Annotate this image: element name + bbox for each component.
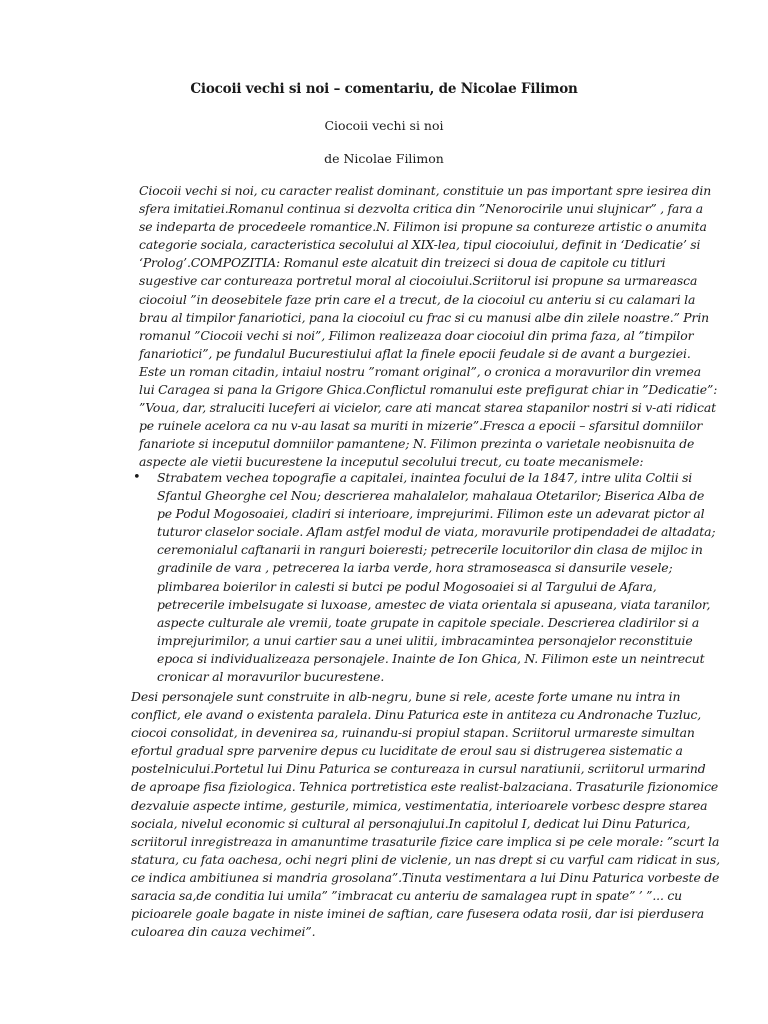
document-title: Ciocoii vechi si noi – comentariu, de Nicolae Filimon [190,81,578,97]
characters-paragraph: Desi personajele sunt construite in alb-negru, bune si rele, aceste forte umane nu intra in conflict, ele avand o existenta paralela. Dinu Paturica este in antiteza cu Andronache Tuzluc, ciocoi consolidat, in devenirea sa, ruinandu-si propiul stapan. Scriitorul urmareste simultan efortul gradual spre parvenire depus cu luciditate de eroul sau si distrugerea sistematic a postelnicului.Portetul lui Dinu Paturica se contureaza in cursul naratiunii, scriitorul urmarind de aproape fisa fiziologica. Tehnica portretistica este realist-balzaciana. Trasaturile fizionomice dezvaluie aspecte intime, gesturile, mimica, vestimentatia, interioarele vorbesc despre starea sociala, nivelul economic si cultural al personajului.In capitolul I, dedicat lui Dinu Paturica, scriitorul inregistreaza in amanuntime trasaturile fizice care implica si pe cele morale: ”scurt la statura, cu fata oachesa, ochi negri plini de viclenie, un nas drept si cu varful cam ridicat in sus, ce indica ambitiunea si mandria grosolana”.Tinuta vestimentara a lui Dinu Paturica vorbeste de saracia sa,de conditia lui umila” ”imbracat cu anteriu de samalagea rupt in spate” ’ ”... cu picioarele goale bagate in niste iminei de saftian, care fusesera odata rosii, dar isi pierdusera culoarea din cauza vechimei”. [131,689,720,940]
list-item [131,469,721,686]
bullet-icon: • [133,470,141,485]
bullet-text: Strabatem vechea topografie a capitalei, inaintea focului de la 1847, intre ulita Coltii si Sfantul Gheorghe cel Nou; descrierea mahalalelor, mahalaua Otetarilor; Biserica Alba de pe Podul Mogosoaiei, cladiri si interioare, imprejurimi. Filimon este un adevarat pictor al tuturor claselor sociale. Aflam astfel modul de viata, moravurile protipendadei de altadata; ceremonialul caftanarii in ranguri boieresti; petrecerile locuitorilor din clasa de mijloc in gradinile de vara , petrecerea la iarba verde, hora stramoseasca si dansurile vesele; plimbarea boierilor in calesti si butci pe podul Mogosoaiei si al Targului de Afara, petrecerile imbelsugate si luxoase, amestec de viata orientala si apuseana, viata taranilor, aspecte culturale ale vremii, toate grupate in capitole speciale. Descrierea cladirilor si a imprejurimilor, a unui cartier sau a unei ulitii, imbracamintea personajelor reconstituie epoca si individualizeaza personajele. Inainte de Ion Ghica, N. Filimon este un neintrecut cronicar al moravurilor bucurestene. [157,470,716,685]
bullet-list [131,469,721,686]
document-author-line: de Nicolae Filimon [324,151,444,166]
intro-paragraph: Ciocoii vechi si noi, cu caracter realist dominant, constituie un pas important spre iesirea din sfera imitatiei.Romanul continua si dezvolta critica din ”Nenorocirile unui slujnicar” , fara a se indeparta de procedeele romantice.N. Filimon isi propune sa contureze artistic o anumita categorie sociala, caracteristica secolului al XIX-lea, tipul ciocoiului, definit in ‘Dedicatie’ si ‘Prolog’.COMPOZITIA: Romanul este alcatuit din treizeci si doua de capitole cu titluri sugestive car contureaza portretul moral al ciocoiului.Scriitorul isi propune sa urmareasca ciocoiul ”in deosebitele faze prin care el a trecut, de la ciocoiul cu anteriu si cu calamari la brau al timpilor fanariotici, pana la ciocoiul cu frac si cu manusi albe din zilele noastre.” Prin romanul ”Ciocoii vechi si noi”, Filimon realizeaza doar ciocoiul din prima faza, al ”timpilor fanariotici”, pe fundalul Bucurestiului aflat la finele epocii feudale si de avant a burgeziei. Este un roman citadin, intaiul nostru ”romant original”, o cronica a moravurilor din vremea lui Caragea si pana la Grigore Ghica.Conflictul romanului este prefigurat chiar in ”Dedicatie”: ”Voua, dar, straluciti luceferi ai vicielor, care ati mancat starea stapanilor nostri si v-ati ridicat pe ruinele acelora ca nu v-au lasat sa muriti in mizerie”.Fresca a epocii – sfarsitul domniilor fanariote si inceputul domniilor pamantene; N. Filimon prezinta o varietale neobisnuita de aspecte ale vietii bucurestene la inceputul secolului trecut, cu toate mecanismele: [139,183,718,470]
document-subtitle: Ciocoii vechi si noi [324,118,444,133]
